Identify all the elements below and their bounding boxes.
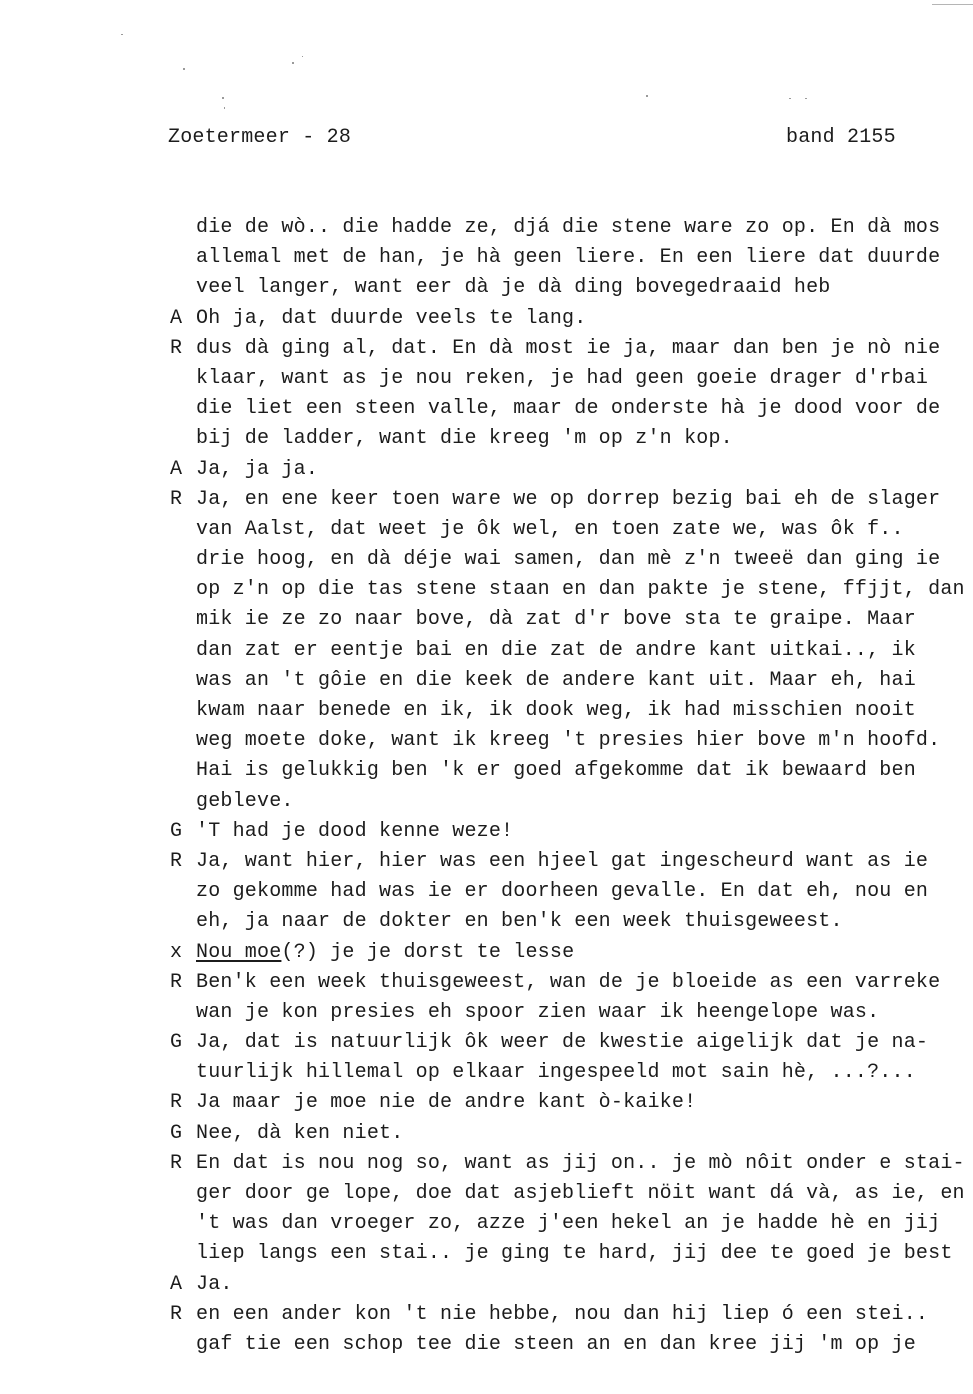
transcript-line: die de wò.. die hadde ze, djá die stene ware zo op. En dà mos	[196, 216, 941, 239]
page-header-tape: band 2155	[786, 126, 896, 149]
transcript-line: allemal met de han, je hà geen liere. En een liere dat duurde	[196, 246, 941, 270]
transcript-line: tuurlijk hillemal op elkaar ingespeeld mot sain hè, ...?...	[196, 1061, 916, 1085]
speaker-label: G	[170, 1031, 183, 1055]
scan-speck	[183, 68, 185, 70]
transcript-line: 't was dan vroeger zo, azze j'een hekel an je hadde hè en jij	[196, 1212, 941, 1236]
scan-speck	[805, 98, 807, 99]
transcript	[170, 213, 970, 1360]
transcript-line: die liet een steen valle, maar de onderste hà je dood voor de	[196, 397, 941, 421]
transcript-line: Oh ja, dat duurde veels te lang.	[196, 306, 587, 330]
scan-speck	[789, 98, 791, 99]
transcript-line: bij de ladder, want die kreeg 'm op z'n kop.	[196, 427, 733, 451]
speaker-label: R	[170, 336, 183, 360]
transcript-line: Hai is gelukkig ben 'k er goed afgekomme dat ik bewaard ben	[196, 759, 916, 783]
turn-continuation	[170, 213, 970, 304]
transcript-line: was an 't gôie en die keek de andere kant uit. Maar eh, hai	[196, 668, 916, 692]
transcript-line: weg moete doke, want ik kreeg 't presies hier bove m'n hoofd.	[196, 729, 941, 753]
transcript-line: kwam naar benede en ik, ik dook weg, ik had misschien nooit	[196, 699, 916, 722]
turn	[170, 847, 970, 938]
speaker-label: A	[170, 1272, 183, 1296]
scan-speck	[224, 107, 225, 109]
turn	[170, 968, 970, 1028]
speaker-label: A	[170, 457, 183, 481]
transcript-line: klaar, want as je nou reken, je had geen goeie drager d'rbai	[196, 366, 929, 390]
transcript-line: op z'n op die tas stene staan en dan pakte je stene, ffjjt, dan	[196, 578, 965, 602]
speaker-label: A	[170, 306, 183, 330]
speaker-label: R	[170, 487, 183, 511]
line-text: (?) je je dorst te lesse	[281, 940, 575, 964]
turn	[170, 1028, 970, 1088]
transcript-line: 'T had je dood kenne weze!	[196, 819, 514, 843]
turn	[170, 1088, 970, 1118]
scan-edge-mark	[932, 4, 973, 5]
transcript-line: van Aalst, dat weet je ôk wel, en toen zate we, was ôk f..	[196, 517, 904, 541]
transcript-line: Nee, dà ken niet.	[196, 1121, 404, 1145]
turn	[170, 304, 970, 334]
transcript-line: Ja, dat is natuurlijk ôk weer de kwestie aigelijk dat je na-	[196, 1031, 929, 1055]
scan-speck	[646, 95, 648, 97]
transcript-line: wan je kon presies eh spoor zien waar ik heengelope was.	[196, 1000, 880, 1024]
transcript-line: Ja, en ene keer toen ware we op dorrep bezig bai eh de slager	[196, 487, 941, 511]
transcript-line: zo gekomme had was ie er doorheen gevalle. En dat eh, nou en	[196, 880, 929, 904]
scan-speck	[292, 62, 294, 64]
turn	[170, 485, 970, 817]
page-header-location: Zoetermeer - 28	[168, 126, 352, 149]
speaker-label: G	[170, 1121, 183, 1145]
transcript-line: Ja, ja ja.	[196, 457, 319, 481]
transcript-line: mik ie ze zo naar bove, dà zat d'r bove sta te graipe. Maar	[196, 608, 916, 632]
scan-speck	[222, 97, 224, 99]
transcript-line: en een ander kon 't nie hebbe, nou dan hij liep ó een stei..	[196, 1302, 929, 1326]
transcript-line: Ja, want hier, hier was een hjeel gat ingescheurd want as ie	[196, 849, 929, 873]
turn	[170, 1300, 970, 1360]
transcript-line: gebleve.	[196, 789, 294, 813]
transcript-line: ger door ge lope, doe dat asjeblieft nöit want dá và, as ie, en	[196, 1182, 965, 1205]
speaker-label: x	[170, 940, 183, 964]
transcript-line: dus dà ging al, dat. En dà most ie ja, maar dan ben je nò nie	[196, 336, 941, 360]
transcript-line: Ben'k een week thuisgeweest, wan de je bloeide as een varreke	[196, 970, 941, 994]
turn	[170, 334, 970, 455]
transcript-line: Ja maar je moe nie de andre kant ò-kaike!	[196, 1091, 697, 1115]
transcript-line: dan zat er eentje bai en die zat de andre kant uitkai.., ik	[196, 638, 916, 662]
transcript-line	[196, 938, 970, 968]
speaker-label: R	[170, 849, 183, 873]
turn	[170, 817, 970, 847]
speaker-label: R	[170, 1091, 183, 1115]
turn	[170, 1149, 970, 1270]
transcript-line: En dat is nou nog so, want as jij on.. je mò nôit onder e stai-	[196, 1151, 965, 1175]
transcript-line: drie hoog, en dà déje wai samen, dan mè z'n tweeë dan ging ie	[196, 548, 941, 572]
transcript-line: Ja.	[196, 1272, 233, 1296]
speaker-label: R	[170, 970, 183, 994]
scan-speck	[302, 56, 303, 57]
speaker-label: G	[170, 819, 183, 843]
speaker-label: R	[170, 1151, 183, 1175]
turn	[170, 1119, 970, 1149]
turn	[170, 1270, 970, 1300]
transcript-line: liep langs een stai.. je ging te hard, jij dee te goed je best	[196, 1242, 953, 1266]
turn	[170, 455, 970, 485]
turn	[170, 938, 970, 968]
transcript-line: eh, ja naar de dokter en ben'k een week thuisgeweest.	[196, 910, 843, 934]
transcript-line: gaf tie een schop tee die steen an en dan kree jij 'm op je	[196, 1332, 916, 1356]
transcript-line: veel langer, want eer dà je dà ding bovegedraaid heb	[196, 276, 831, 300]
underlined-text: Nou moe	[196, 940, 282, 964]
scan-speck	[121, 34, 123, 35]
speaker-label: R	[170, 1302, 183, 1326]
